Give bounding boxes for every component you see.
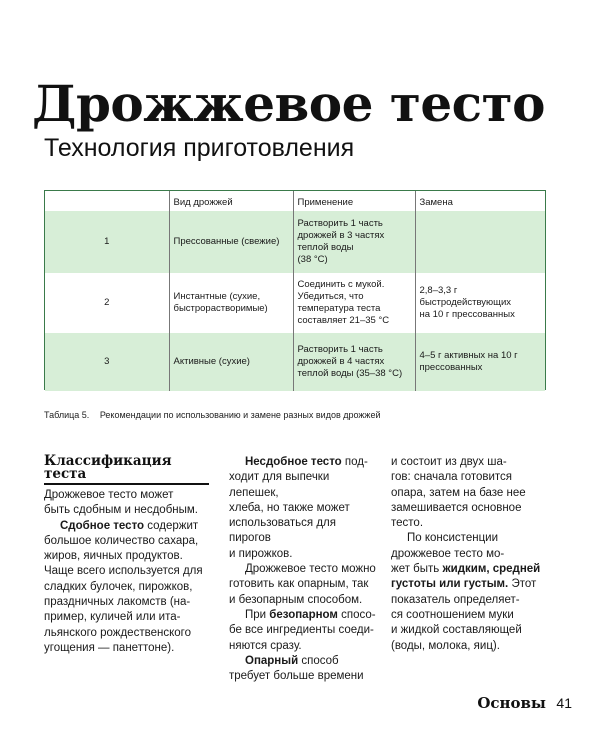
term-bold: жидким, средней густоты или густым. xyxy=(391,563,541,591)
footer-section-name: Основы xyxy=(477,694,546,712)
table-cell-replace: 4–5 г активных на 10 г прессованных xyxy=(415,333,545,391)
paragraph: Дрожжевое тесто можно готовить как опарным, так и безопарным способом. xyxy=(229,563,376,606)
term-bold: безопарном xyxy=(269,608,338,621)
text-column-3 xyxy=(391,455,546,654)
table-header-row xyxy=(45,191,545,211)
table-cell-replace: 2,8–3,3 г быстродействующих на 10 г прессованных xyxy=(415,273,545,333)
term-bold: Сдобное тесто xyxy=(60,519,145,532)
table-caption-text: Рекомендации по использованию и замене разных видов дрожжей xyxy=(99,410,381,420)
table-cell-use: Растворить 1 часть дрожжей в 4 частях теплой воды (35–38 °C) xyxy=(293,333,415,391)
table-cell-num: 1 xyxy=(45,211,169,273)
table-cell-replace xyxy=(415,211,545,273)
text-column-1 xyxy=(44,455,209,656)
section-heading: Классификация теста xyxy=(44,453,172,482)
table-cell-use: Растворить 1 часть дрожжей в 3 частях теплой воды (38 °C) xyxy=(293,211,415,273)
table-cell-type: Прессованные (свежие) xyxy=(169,211,293,273)
table-cell-num: 3 xyxy=(45,333,169,391)
table-caption-number: Таблица 5. xyxy=(44,410,90,420)
table-caption xyxy=(44,410,380,420)
heading-underline xyxy=(44,483,209,485)
text-column-2 xyxy=(229,455,379,684)
table-row xyxy=(45,211,545,273)
table-cell-type: Инстантные (сухие, быстрорастворимые) xyxy=(169,273,293,333)
table-header-cell: Вид дрожжей xyxy=(169,191,293,211)
table-cell-use: Соединить с мукой. Убедиться, что температура теста составляет 21–35 °C xyxy=(293,273,415,333)
paragraph: Сдобное тесто содержит большое количество сахара, жиров, яичных продуктов. Чаще всего используется для сладких булочек, пирожков, праздничных лакомств (на- пример, куличей или ита- льянского рождественского угощения — панеттоне). xyxy=(44,519,203,654)
paragraph: Опарный способ требует больше времени xyxy=(229,654,364,683)
table-header-cell: Замена xyxy=(415,191,545,211)
yeast-table-frame xyxy=(44,190,546,390)
paragraph: и состоит из двух ша- гов: сначала готовится опара, затем на базе нее замешивается основное тесто. xyxy=(391,456,526,530)
page-subtitle: Технология приготовления xyxy=(44,134,355,162)
table-header-cell: Применение xyxy=(293,191,415,211)
page-footer xyxy=(477,694,572,713)
table-row xyxy=(45,333,545,391)
table-header-cell xyxy=(45,191,169,211)
term-bold: Опарный xyxy=(245,654,299,667)
table-cell-num: 2 xyxy=(45,273,169,333)
paragraph: По консистенции дрожжевое тесто мо- жет быть жидким, средней густоты или густым. Этот показатель определяет- ся соотношением муки и жидкой составляющей (воды, молока, яиц). xyxy=(391,532,541,652)
yeast-table xyxy=(45,191,545,391)
paragraph: При безопарном спосо- бе все ингредиенты соеди- няются сразу. xyxy=(229,608,376,652)
table-row xyxy=(45,273,545,333)
page-number: 41 xyxy=(556,695,572,711)
paragraph: Несдобное тесто под- ходит для выпечки лепешек, хлеба, но также может использоваться для пирогов и пирожков. xyxy=(229,456,368,560)
page-title: Дрожжевое тесто xyxy=(32,74,545,133)
paragraph: Дрожжевое тесто может быть сдобным и несдобным. xyxy=(44,489,198,517)
table-cell-type: Активные (сухие) xyxy=(169,333,293,391)
term-bold: Несдобное тесто xyxy=(245,456,342,468)
